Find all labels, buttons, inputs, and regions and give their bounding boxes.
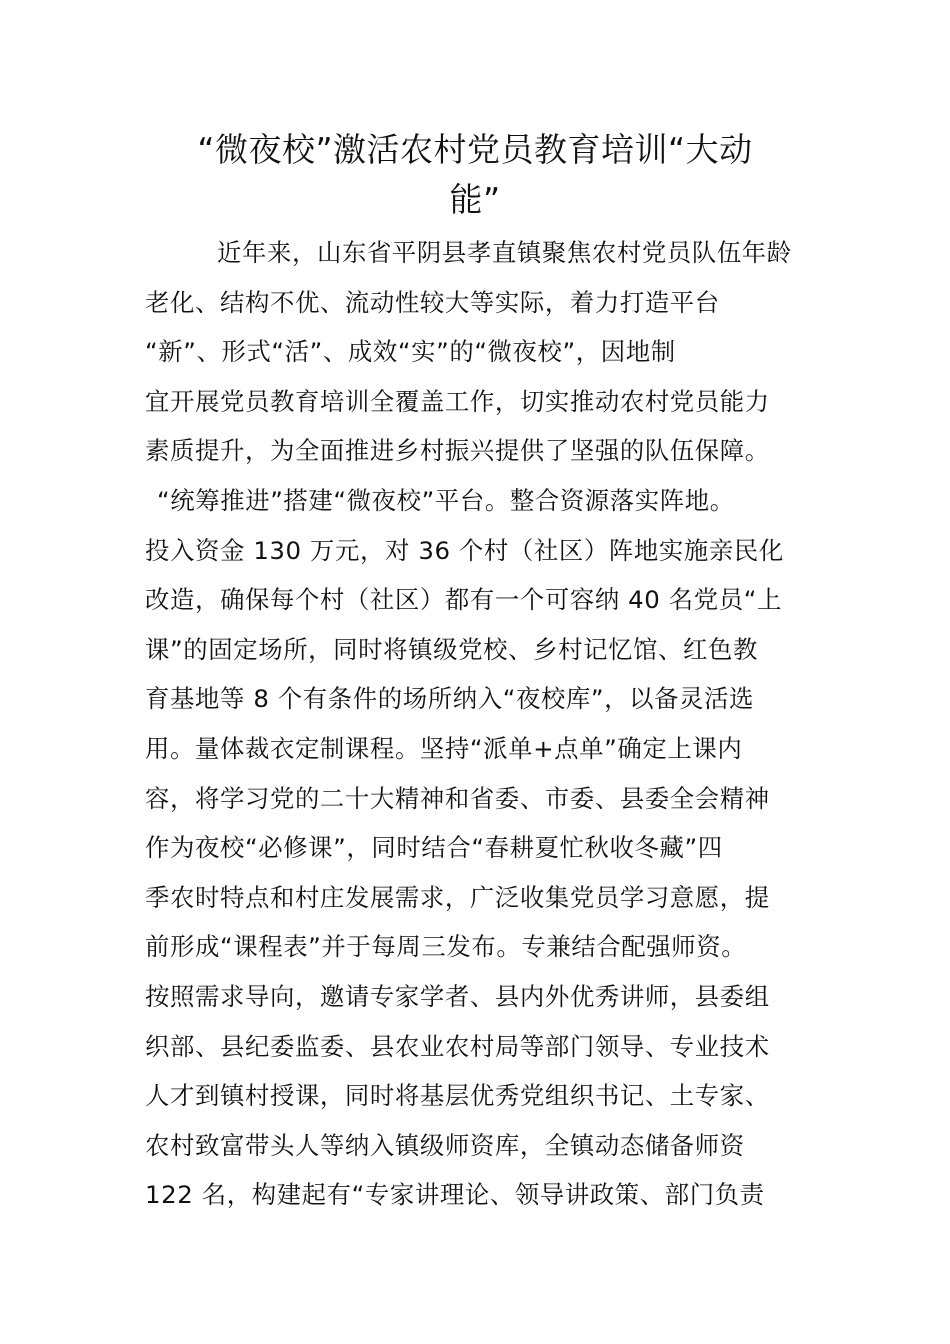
text-line: “统筹推进”搭建“微夜校”平台。整合资源落实阵地。 [157, 485, 735, 515]
text-line: 按照需求导向，邀请专家学者、县内外优秀讲师，县委组 [145, 981, 770, 1011]
title-line: “微夜校”激活农村党员教育培训“大动 [197, 130, 753, 169]
text-line: 改造，确保每个村（社区）都有一个可容纳 40 名党员“上 [145, 585, 782, 615]
text-line: 近年来，山东省平阴县孝直镇聚焦农村党员队伍年龄 [217, 238, 792, 267]
text-line: 育基地等 8 个有条件的场所纳入“夜校库”，以备灵活选 [145, 684, 755, 714]
paragraph-intro [145, 228, 809, 476]
text-line: 素质提升，为全面推进乡村振兴提供了坚强的队伍保障。 [145, 436, 770, 466]
text-line: 前形成“课程表”并于每周三发布。专兼结合配强师资。 [145, 932, 747, 962]
text-line: 宜开展党员教育培训全覆盖工作，切实推动农村党员能力 [145, 386, 770, 416]
document-title [150, 126, 800, 225]
text-line: 季农时特点和村庄发展需求，广泛收集党员学习意愿，提 [145, 882, 770, 912]
text-line: 老化、结构不优、流动性较大等实际，着力打造平台 [145, 287, 720, 317]
text-line: 人才到镇村授课，同时将基层优秀党组织书记、土专家、 [145, 1081, 770, 1111]
text-line: 容，将学习党的二十大精神和省委、市委、县委全会精神 [145, 783, 770, 813]
text-line: 投入资金 130 万元，对 36 个村（社区）阵地实施亲民化 [145, 535, 784, 565]
document-body [145, 228, 809, 1220]
title-line: 能” [449, 179, 501, 219]
text-line: 织部、县纪委监委、县农业农村局等部门领导、专业技术 [145, 1031, 770, 1061]
text-line: 农村致富带头人等纳入镇级师资库，全镇动态储备师资 [145, 1130, 745, 1160]
text-line: 用。量体裁衣定制课程。坚持“派单+点单”确定上课内 [145, 733, 743, 763]
text-line: “新”、形式“活”、成效“实”的“微夜校”，因地制 [145, 337, 676, 367]
text-line: 课”的固定场所，同时将镇级党校、乡村记忆馆、红色教 [145, 634, 759, 664]
text-line: 122 名，构建起有“专家讲理论、领导讲政策、部门负责 [145, 1180, 765, 1210]
paragraph-platform [145, 476, 809, 1220]
text-line: 作为夜校“必修课”，同时结合“春耕夏忙秋收冬藏”四 [145, 833, 723, 863]
